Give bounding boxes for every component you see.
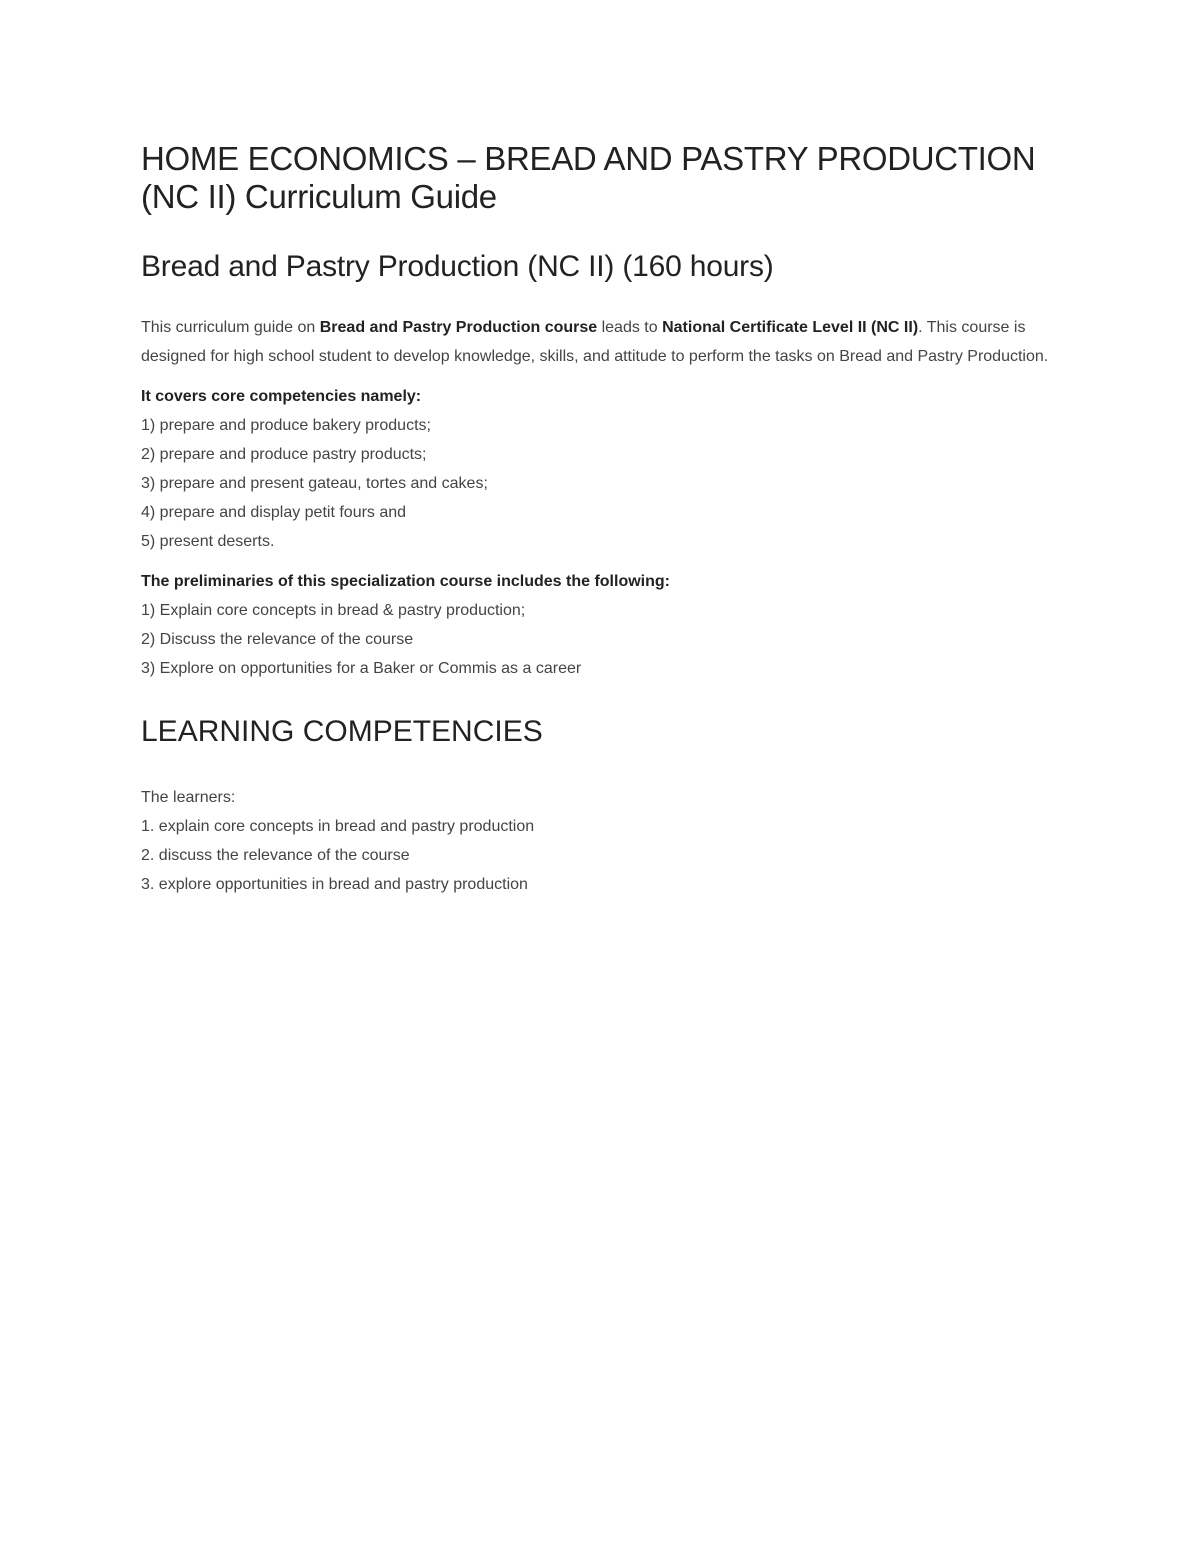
list-item: 5) present deserts. [141, 533, 275, 550]
intro-paragraph [141, 313, 1061, 371]
list-item: 3) Explore on opportunities for a Baker or Commis as a career [141, 660, 582, 677]
document-page [141, 140, 1061, 899]
intro-text-2: leads to [597, 319, 663, 336]
list-item: 3) prepare and present gateau, tortes and cakes; [141, 475, 488, 492]
learning-competencies-list [141, 812, 1061, 899]
list-item: 1. explain core concepts in bread and pastry production [141, 818, 535, 835]
intro-text-1: This curriculum guide on [141, 319, 320, 336]
list-item: 4) prepare and display petit fours and [141, 504, 407, 521]
document-title: HOME ECONOMICS – BREAD AND PASTRY PRODUCTION (NC II) Curriculum Guide [141, 140, 1036, 215]
intro-text-3: . This course is designed for high school student to develop knowledge, skills, and attitude to perform the tasks on Bread and Pastry Production. [141, 319, 1049, 365]
intro-bold-certificate: National Certificate Level II (NC II) [662, 319, 919, 336]
course-subtitle: Bread and Pastry Production (NC II) (160 hours) [141, 250, 774, 283]
core-competencies-list [141, 411, 1061, 556]
learning-competencies-heading: LEARNING COMPETENCIES [141, 715, 543, 748]
list-item: 1) Explain core concepts in bread & pastry production; [141, 602, 526, 619]
list-item: 2. discuss the relevance of the course [141, 847, 410, 864]
list-item: 3. explore opportunities in bread and pastry production [141, 876, 528, 893]
intro-bold-course: Bread and Pastry Production course [319, 319, 598, 336]
core-competencies-heading: It covers core competencies namely: [141, 388, 422, 405]
list-item: 2) prepare and produce pastry products; [141, 446, 427, 463]
preliminaries-heading: The preliminaries of this specialization course includes the following: [141, 573, 670, 590]
learners-label: The learners: [141, 789, 236, 806]
list-item: 2) Discuss the relevance of the course [141, 631, 414, 648]
list-item: 1) prepare and produce bakery products; [141, 417, 431, 434]
preliminaries-list [141, 596, 1061, 683]
